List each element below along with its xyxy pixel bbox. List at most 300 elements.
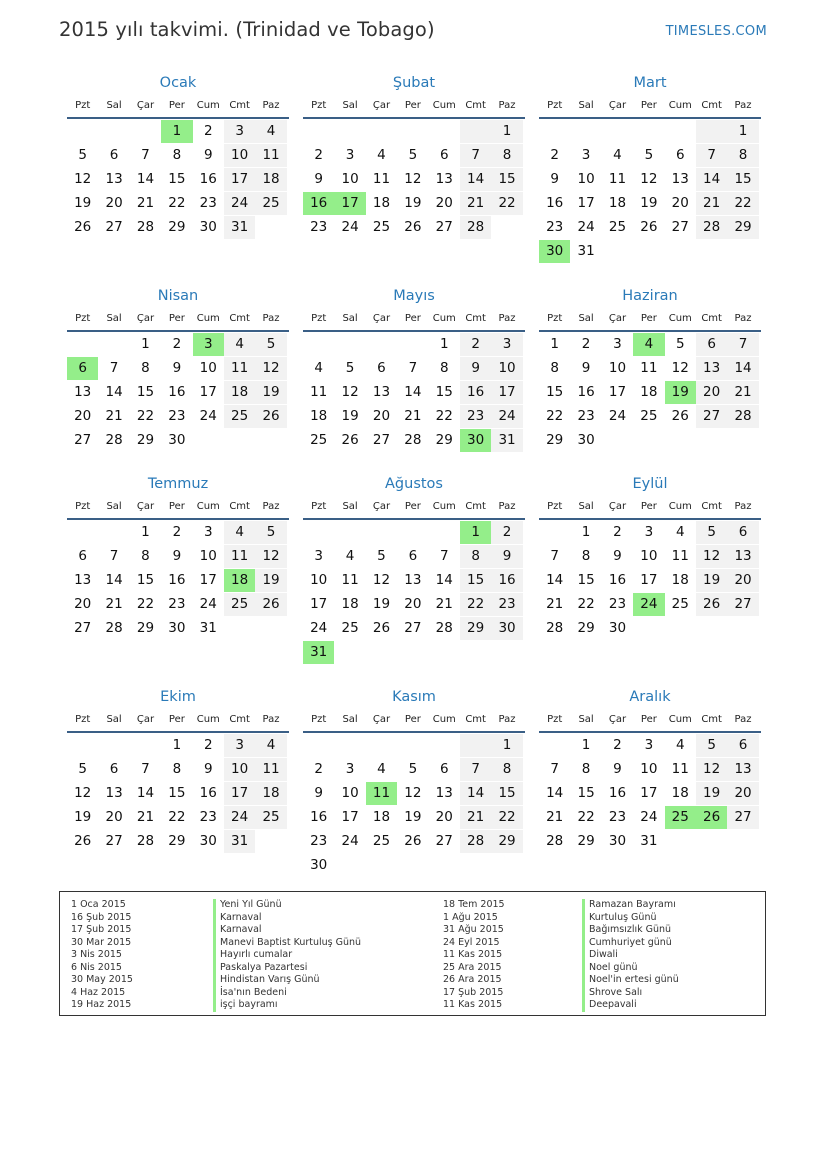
weekday-label: Sal: [106, 501, 122, 512]
weekday-label: Pzt: [75, 100, 91, 111]
day-cell: 21: [727, 381, 758, 404]
holiday-dates-right: [443, 899, 505, 1012]
week-row: [303, 429, 525, 453]
weekday-label: Sal: [106, 313, 122, 324]
weekday-header: [539, 97, 761, 119]
day-cell: 9: [613, 548, 622, 564]
day-cell: 13: [105, 785, 123, 801]
holiday-name: işçi bayramı: [213, 999, 361, 1012]
day-cell: 9: [203, 761, 213, 777]
week-row: [303, 521, 525, 545]
day-cell: 17: [640, 785, 658, 801]
day-cell: 28: [404, 432, 422, 448]
empty-cell: [334, 120, 365, 143]
day-cell: 17: [577, 195, 595, 211]
day-cell: 10: [199, 360, 217, 376]
week-row: [67, 144, 289, 168]
day-cell: 3: [203, 524, 213, 540]
weekday-label: Cum: [432, 501, 456, 512]
empty-cell: [334, 641, 365, 664]
day-cell: 14: [460, 782, 491, 805]
empty-cell: [366, 521, 397, 544]
day-cell: 13: [435, 785, 453, 801]
day-cell: 27: [74, 620, 92, 636]
day-cell: 24: [341, 833, 359, 849]
day-cell: 11: [640, 360, 658, 376]
day-cell: 24: [199, 596, 217, 612]
week-row: [539, 758, 761, 782]
day-cell: 27: [105, 833, 123, 849]
holiday-day-cell: 18: [224, 569, 255, 592]
day-cell: 5: [78, 761, 87, 777]
day-cell: 11: [224, 545, 255, 568]
weekday-header: [539, 711, 761, 733]
holiday-day-cell: 31: [303, 641, 334, 664]
day-cell: 30: [168, 620, 186, 636]
empty-cell: [67, 734, 98, 757]
day-cell: 10: [341, 171, 359, 187]
day-cell: 24: [491, 405, 522, 428]
day-cell: 18: [671, 572, 689, 588]
day-cell: 17: [341, 809, 359, 825]
week-row: [303, 357, 525, 381]
empty-cell: [98, 333, 129, 356]
holiday-date: 11 Kas 2015: [443, 949, 503, 960]
day-cell: 15: [136, 384, 155, 400]
day-cell: 26: [74, 219, 92, 235]
week-row: [67, 168, 289, 192]
day-cell: 27: [74, 432, 92, 448]
day-cell: 20: [435, 809, 453, 825]
day-cell: 23: [608, 596, 627, 612]
week-row: [539, 593, 761, 617]
week-row: [539, 405, 761, 429]
empty-cell: [696, 830, 727, 853]
day-cell: 23: [199, 809, 217, 825]
day-cell: 5: [696, 734, 727, 757]
day-cell: 7: [550, 548, 559, 564]
day-cell: 6: [439, 761, 449, 777]
weekday-label: Paz: [734, 501, 752, 512]
day-cell: 30: [199, 219, 217, 235]
holiday-list: [59, 891, 766, 1016]
day-cell: 16: [608, 785, 627, 801]
month-name: Mayıs: [393, 288, 435, 304]
day-cell: 9: [491, 545, 522, 568]
day-cell: 29: [168, 833, 186, 849]
day-cell: 16: [546, 195, 564, 211]
holiday-day-cell: 16: [303, 192, 334, 215]
day-cell: 26: [341, 432, 359, 448]
empty-cell: [255, 429, 286, 452]
day-cell: 2: [314, 761, 323, 777]
weekday-label: Pzt: [311, 100, 327, 111]
weekday-label: Per: [404, 313, 421, 324]
holiday-day-cell: 11: [366, 782, 397, 805]
week-row: [303, 545, 525, 569]
day-cell: 5: [345, 360, 355, 376]
day-cell: 20: [435, 195, 453, 211]
weekday-label: Per: [640, 501, 657, 512]
empty-cell: [633, 429, 664, 452]
weekday-label: Pzt: [75, 313, 91, 324]
day-cell: 31: [640, 833, 658, 849]
day-cell: 23: [310, 833, 328, 849]
empty-cell: [570, 120, 601, 143]
day-cell: 13: [727, 545, 758, 568]
day-cell: 7: [408, 360, 418, 376]
weekday-label: Cmt: [465, 501, 486, 512]
day-cell: 21: [105, 408, 123, 424]
day-cell: 18: [255, 782, 286, 805]
weekday-header: [539, 310, 761, 332]
weekday-label: Pzt: [75, 714, 91, 725]
empty-cell: [98, 120, 129, 143]
day-cell: 5: [255, 333, 286, 356]
weekday-label: Per: [168, 313, 185, 324]
holiday-name: Noel'in ertesi günü: [582, 974, 679, 987]
holiday-name: Cumhuriyet günü: [582, 937, 679, 950]
day-cell: 16: [577, 384, 595, 400]
day-cell: 24: [608, 408, 627, 424]
day-cell: 2: [203, 737, 213, 753]
weekday-label: Cum: [196, 501, 220, 512]
day-cell: 31: [224, 216, 255, 239]
day-cell: 29: [168, 219, 186, 235]
holiday-name: Karnaval: [213, 924, 361, 937]
weekday-label: Pzt: [547, 313, 563, 324]
weekday-label: Cmt: [465, 714, 486, 725]
holiday-date: 1 Oca 2015: [71, 899, 126, 910]
weekday-label: Paz: [262, 100, 280, 111]
day-cell: 18: [341, 596, 359, 612]
day-cell: 2: [203, 123, 213, 139]
week-row: [539, 357, 761, 381]
weekday-label: Paz: [262, 313, 280, 324]
day-cell: 6: [727, 521, 758, 544]
day-cell: 4: [224, 333, 255, 356]
day-cell: 5: [696, 521, 727, 544]
empty-cell: [366, 734, 397, 757]
month-name: Ocak: [159, 75, 197, 91]
day-cell: 26: [372, 620, 391, 636]
empty-cell: [130, 734, 161, 757]
day-cell: 20: [105, 809, 123, 825]
day-cell: 2: [460, 333, 491, 356]
weekday-label: Paz: [498, 714, 516, 725]
holiday-day-cell: 4: [633, 333, 664, 356]
empty-cell: [98, 734, 129, 757]
empty-cell: [539, 120, 570, 143]
week-row: [67, 333, 289, 357]
empty-cell: [696, 429, 727, 452]
holiday-day-cell: 26: [696, 806, 727, 829]
day-cell: 12: [640, 171, 658, 187]
day-cell: 22: [727, 192, 758, 215]
site-link[interactable]: TIMESLES.COM: [665, 24, 767, 39]
day-cell: 25: [608, 219, 627, 235]
day-cell: 8: [491, 758, 522, 781]
empty-cell: [460, 641, 491, 664]
day-cell: 5: [408, 147, 418, 163]
weekday-label: Çar: [372, 714, 391, 725]
weekday-label: Paz: [734, 313, 752, 324]
holiday-date: 30 Mar 2015: [71, 936, 132, 948]
empty-cell: [366, 854, 397, 877]
weekday-header: [303, 498, 525, 520]
day-cell: 29: [435, 432, 453, 448]
holiday-day-cell: 17: [334, 192, 365, 215]
empty-cell: [429, 734, 460, 757]
day-cell: 8: [141, 360, 150, 376]
weekday-header: [67, 498, 289, 520]
day-cell: 8: [439, 360, 449, 376]
empty-cell: [727, 617, 758, 640]
holiday-day-cell: 1: [161, 120, 192, 143]
day-cell: 20: [74, 408, 92, 424]
day-cell: 16: [460, 381, 491, 404]
day-cell: 1: [141, 336, 150, 352]
day-cell: 6: [408, 548, 418, 564]
day-cell: 20: [74, 596, 92, 612]
day-cell: 12: [404, 785, 422, 801]
empty-cell: [303, 521, 334, 544]
month-block: [67, 284, 289, 453]
day-cell: 27: [727, 806, 758, 829]
day-cell: 14: [546, 785, 564, 801]
week-row: [67, 357, 289, 381]
week-row: [303, 758, 525, 782]
holiday-date: 17 Şub 2015: [71, 924, 132, 935]
holiday-day-cell: 1: [460, 521, 491, 544]
week-row: [67, 782, 289, 806]
day-cell: 9: [613, 761, 622, 777]
holiday-names-right: [582, 899, 679, 1012]
weekday-label: Sal: [342, 313, 358, 324]
day-cell: 16: [199, 785, 217, 801]
day-cell: 15: [491, 168, 522, 191]
day-cell: 2: [314, 147, 323, 163]
month-name: Mart: [633, 75, 667, 91]
day-cell: 25: [224, 593, 255, 616]
holiday-day-cell: 3: [193, 333, 224, 356]
weekday-label: Cum: [196, 313, 220, 324]
day-cell: 11: [255, 758, 286, 781]
weekday-label: Cmt: [229, 714, 250, 725]
empty-cell: [696, 120, 727, 143]
empty-cell: [460, 120, 491, 143]
day-cell: 30: [608, 833, 627, 849]
day-cell: 7: [109, 360, 119, 376]
week-row: [539, 168, 761, 192]
day-cell: 3: [345, 147, 355, 163]
week-row: [303, 333, 525, 357]
day-cell: 25: [255, 806, 286, 829]
day-cell: 23: [199, 195, 217, 211]
weekday-header: [303, 310, 525, 332]
day-cell: 25: [640, 408, 658, 424]
weekday-label: Cum: [668, 313, 692, 324]
weekday-label: Çar: [136, 313, 155, 324]
day-cell: 8: [550, 360, 559, 376]
day-cell: 11: [341, 572, 359, 588]
day-cell: 21: [136, 195, 155, 211]
day-cell: 19: [696, 782, 727, 805]
empty-cell: [665, 240, 696, 263]
day-cell: 13: [105, 171, 123, 187]
day-cell: 25: [372, 833, 391, 849]
empty-cell: [429, 521, 460, 544]
day-cell: 10: [640, 548, 658, 564]
holiday-date: 16 Şub 2015: [71, 911, 132, 923]
day-cell: 14: [546, 572, 564, 588]
week-row: [539, 216, 761, 240]
week-row: [539, 381, 761, 405]
day-cell: 7: [550, 761, 559, 777]
day-cell: 22: [136, 408, 155, 424]
day-cell: 20: [372, 408, 391, 424]
day-cell: 28: [136, 219, 155, 235]
holiday-day-cell: 25: [665, 806, 696, 829]
day-cell: 1: [439, 336, 449, 352]
week-row: [539, 144, 761, 168]
holiday-name: Manevi Baptist Kurtuluş Günü: [213, 937, 361, 950]
day-cell: 21: [460, 806, 491, 829]
day-cell: 20: [727, 569, 758, 592]
day-cell: 15: [168, 785, 186, 801]
empty-cell: [696, 240, 727, 263]
day-cell: 23: [168, 408, 186, 424]
weekday-label: Paz: [262, 714, 280, 725]
day-cell: 22: [577, 809, 595, 825]
day-cell: 13: [671, 171, 689, 187]
month-block: [67, 71, 289, 240]
day-cell: 13: [435, 171, 453, 187]
day-cell: 10: [310, 572, 328, 588]
day-cell: 5: [255, 521, 286, 544]
day-cell: 4: [255, 734, 286, 757]
week-row: [303, 120, 525, 144]
weekday-label: Cmt: [465, 313, 486, 324]
day-cell: 10: [199, 548, 217, 564]
weekday-label: Per: [404, 501, 421, 512]
day-cell: 17: [310, 596, 328, 612]
day-cell: 10: [341, 785, 359, 801]
day-cell: 24: [224, 806, 255, 829]
day-cell: 10: [491, 357, 522, 380]
day-cell: 3: [644, 737, 654, 753]
day-cell: 4: [613, 147, 622, 163]
holiday-name: Paskalya Pazartesi: [213, 962, 361, 975]
day-cell: 14: [105, 572, 123, 588]
week-row: [303, 405, 525, 429]
empty-cell: [665, 830, 696, 853]
empty-cell: [727, 240, 758, 263]
day-cell: 29: [491, 830, 522, 853]
day-cell: 2: [491, 521, 522, 544]
page-title: 2015 yılı takvimi. (Trinidad ve Tobago): [59, 18, 435, 41]
day-cell: 8: [460, 545, 491, 568]
day-cell: 3: [581, 147, 591, 163]
day-cell: 26: [671, 408, 689, 424]
empty-cell: [130, 120, 161, 143]
day-cell: 4: [345, 548, 355, 564]
empty-cell: [303, 734, 334, 757]
day-cell: 3: [491, 333, 522, 356]
day-cell: 14: [404, 384, 422, 400]
day-cell: 7: [439, 548, 449, 564]
day-cell: 21: [404, 408, 422, 424]
week-row: [67, 192, 289, 216]
weekday-label: Çar: [372, 501, 391, 512]
empty-cell: [224, 617, 255, 640]
day-cell: 1: [141, 524, 150, 540]
week-row: [303, 569, 525, 593]
empty-cell: [98, 521, 129, 544]
holiday-name: İsa'nın Bedeni: [213, 987, 361, 1000]
day-cell: 6: [439, 147, 449, 163]
day-cell: 25: [341, 620, 359, 636]
weekday-label: Çar: [608, 714, 627, 725]
day-cell: 15: [727, 168, 758, 191]
weekday-label: Sal: [342, 714, 358, 725]
day-cell: 27: [404, 620, 422, 636]
week-row: [303, 806, 525, 830]
day-cell: 24: [640, 809, 658, 825]
day-cell: 2: [613, 524, 622, 540]
weekday-label: Sal: [342, 100, 358, 111]
day-cell: 30: [577, 432, 595, 448]
empty-cell: [397, 521, 428, 544]
holiday-date: 25 Ara 2015: [443, 961, 502, 973]
day-cell: 5: [408, 761, 418, 777]
day-cell: 26: [74, 833, 92, 849]
day-cell: 6: [675, 147, 685, 163]
holiday-date: 24 Eyl 2015: [443, 936, 500, 948]
day-cell: 19: [696, 569, 727, 592]
empty-cell: [397, 854, 428, 877]
empty-cell: [397, 120, 428, 143]
day-cell: 1: [581, 524, 591, 540]
empty-cell: [334, 333, 365, 356]
day-cell: 11: [310, 384, 328, 400]
day-cell: 12: [74, 171, 92, 187]
day-cell: 16: [491, 569, 522, 592]
day-cell: 6: [78, 548, 87, 564]
day-cell: 17: [608, 384, 627, 400]
weekday-label: Çar: [372, 313, 391, 324]
day-cell: 3: [613, 336, 622, 352]
day-cell: 15: [577, 785, 595, 801]
empty-cell: [397, 333, 428, 356]
week-row: [303, 381, 525, 405]
week-row: [539, 734, 761, 758]
weekday-header: [303, 97, 525, 119]
day-cell: 18: [608, 195, 627, 211]
day-cell: 2: [581, 336, 591, 352]
day-cell: 20: [105, 195, 123, 211]
day-cell: 10: [224, 144, 255, 167]
week-row: [67, 405, 289, 429]
holiday-date: 31 Ağu 2015: [443, 924, 504, 935]
day-cell: 18: [640, 384, 658, 400]
day-cell: 2: [172, 336, 182, 352]
day-cell: 23: [460, 405, 491, 428]
empty-cell: [67, 120, 98, 143]
day-cell: 19: [255, 569, 286, 592]
day-cell: 14: [105, 384, 123, 400]
holiday-date: 1 Ağu 2015: [443, 911, 498, 923]
